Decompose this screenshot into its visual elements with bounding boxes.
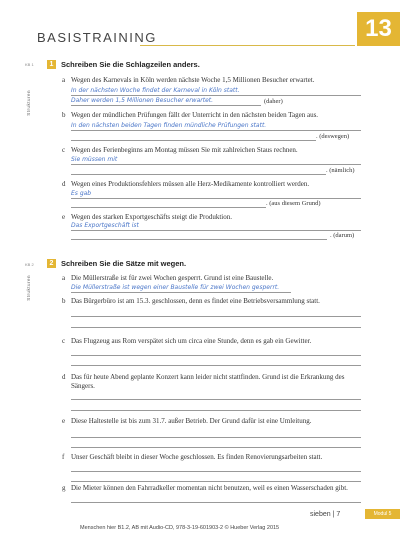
ex2-b-text: Das Bürgerbüro ist am 15.3. geschlossen, denn es findet eine Betriebsversammlung statt. — [71, 297, 320, 305]
ex2-f-line-2[interactable] — [71, 481, 361, 482]
ex2-f-text: Unser Geschäft bleibt in dieser Woche geschlossen. Es finden Renovierungsarbeiten statt. — [71, 453, 323, 461]
ex1-e-hint: . (darum) — [330, 232, 355, 239]
ex2-d-letter: d — [62, 373, 66, 381]
ex2-a-answer: Die Müllerstraße ist wegen einer Baustelle für zwei Wochen gesperrt. — [71, 284, 280, 291]
ex2-a-line[interactable] — [71, 292, 291, 293]
ex2-e-line-2[interactable] — [71, 447, 361, 448]
ex2-b-letter: b — [62, 297, 66, 305]
ex2-a-letter: a — [62, 274, 66, 282]
ex1-c-line-1[interactable] — [71, 164, 361, 165]
ex1-e-letter: e — [62, 213, 66, 221]
ex2-title: Schreiben Sie die Sätze mit wegen. — [61, 259, 187, 268]
page-number: sieben | 7 — [310, 511, 341, 518]
ex1-a-answer-1: In der nächsten Woche findet der Karneval in Köln statt. — [71, 87, 240, 94]
ex2-b-line-2[interactable] — [71, 327, 361, 328]
ex2-c-text: Das Flugzeug aus Rom verspätet sich um circa eine Stunde, denn es gab ein Gewitter. — [71, 337, 312, 345]
ex2-d-line-1[interactable] — [71, 399, 361, 400]
ex1-e-text: Wegen des starken Exportgeschäfts steigt die Produktion. — [71, 213, 232, 221]
ex1-d-hint: . (aus diesem Grund) — [266, 200, 321, 207]
ex2-b-line-1[interactable] — [71, 316, 361, 317]
ex2-number: 2 — [47, 259, 56, 268]
ex2-side-label: Strukturen — [26, 275, 31, 301]
ex2-g-text: Die Mieter können den Fahrradkeller momentan nicht benutzen, weil es einen Wasserschaden gibt. — [71, 484, 348, 492]
ex1-b-text: Wegen der mündlichen Prüfungen fällt der Unterricht in den nächsten beiden Tagen aus. — [71, 111, 319, 119]
section-title: BASISTRAINING — [37, 30, 157, 45]
ex1-b-line-2[interactable] — [71, 140, 316, 141]
ex2-e-line-1[interactable] — [71, 437, 361, 438]
ex1-c-hint: . (nämlich) — [326, 167, 355, 174]
ex2-d-line-2[interactable] — [71, 410, 361, 411]
ex1-d-text: Wegen eines Produktionsfehlers müssen alle Herz-Medikamente kontrolliert werden. — [71, 180, 310, 188]
ex2-f-line-1[interactable] — [71, 471, 361, 472]
ex1-a-hint: (daher) — [264, 98, 283, 105]
ex1-d-line-1[interactable] — [71, 198, 361, 199]
ex1-b-answer: In den nächsten beiden Tagen finden mündliche Prüfungen statt. — [71, 122, 267, 129]
ex1-d-letter: d — [62, 180, 66, 188]
ex1-a-line-1[interactable] — [71, 95, 361, 96]
ex1-c-answer: Sie müssen mit — [71, 156, 118, 163]
ex1-a-answer-2: Daher werden 1,5 Millionen Besucher erwartet. — [71, 97, 214, 104]
ex2-c-line-2[interactable] — [71, 365, 361, 366]
ex2-e-text: Diese Haltestelle ist bis zum 31.7. außer Betrieb. Der Grund dafür ist eine Umleitung. — [71, 417, 312, 425]
ex1-c-line-2[interactable] — [71, 174, 326, 175]
unit-number-badge: 13 — [357, 12, 400, 46]
ex2-d-text: Das für heute Abend geplante Konzert kann leider nicht stattfinden. Grund ist die Erkrankung des Sängers. — [71, 373, 345, 390]
ex2-tag: KB 2 — [25, 262, 34, 267]
ex2-g-letter: g — [62, 484, 66, 492]
ex1-e-line-1[interactable] — [71, 230, 361, 231]
ex1-a-line-2[interactable] — [71, 105, 261, 106]
publisher-line: Menschen hier B1.2, AB mit Audio-CD, 978-3-19-601903-2 © Hueber Verlag 2015 — [80, 525, 280, 531]
ex1-e-line-2[interactable] — [71, 239, 327, 240]
ex2-g-line-1[interactable] — [71, 502, 361, 503]
ex2-c-letter: c — [62, 337, 66, 345]
ex1-d-answer: Es gab — [71, 190, 92, 197]
module-tab: Modul 5 — [365, 509, 400, 519]
ex2-c-line-1[interactable] — [71, 355, 361, 356]
ex1-c-letter: c — [62, 146, 66, 154]
ex1-a-text: Wegen des Karnevals in Köln werden nächste Woche 1,5 Millionen Besucher erwartet. — [71, 76, 315, 84]
ex1-b-hint: . (deswegen) — [316, 133, 350, 140]
ex1-b-letter: b — [62, 111, 66, 119]
ex2-a-text: Die Müllerstraße ist für zwei Wochen gesperrt. Grund ist eine Baustelle. — [71, 274, 274, 282]
ex1-tag: KB 1 — [25, 62, 34, 67]
ex2-e-letter: e — [62, 417, 66, 425]
ex1-side-label: Strukturen — [26, 90, 31, 116]
ex2-f-letter: f — [62, 453, 65, 461]
ex1-number: 1 — [47, 60, 56, 69]
ex1-title: Schreiben Sie die Schlagzeilen anders. — [61, 60, 200, 69]
ex1-b-line-1[interactable] — [71, 130, 361, 131]
ex1-e-answer: Das Exportgeschäft ist — [71, 222, 139, 229]
ex1-d-line-2[interactable] — [71, 207, 266, 208]
header-rule — [140, 45, 355, 46]
ex1-a-letter: a — [62, 76, 66, 84]
ex1-c-text: Wegen des Ferienbeginns am Montag müssen Sie mit zahlreichen Staus rechnen. — [71, 146, 298, 154]
